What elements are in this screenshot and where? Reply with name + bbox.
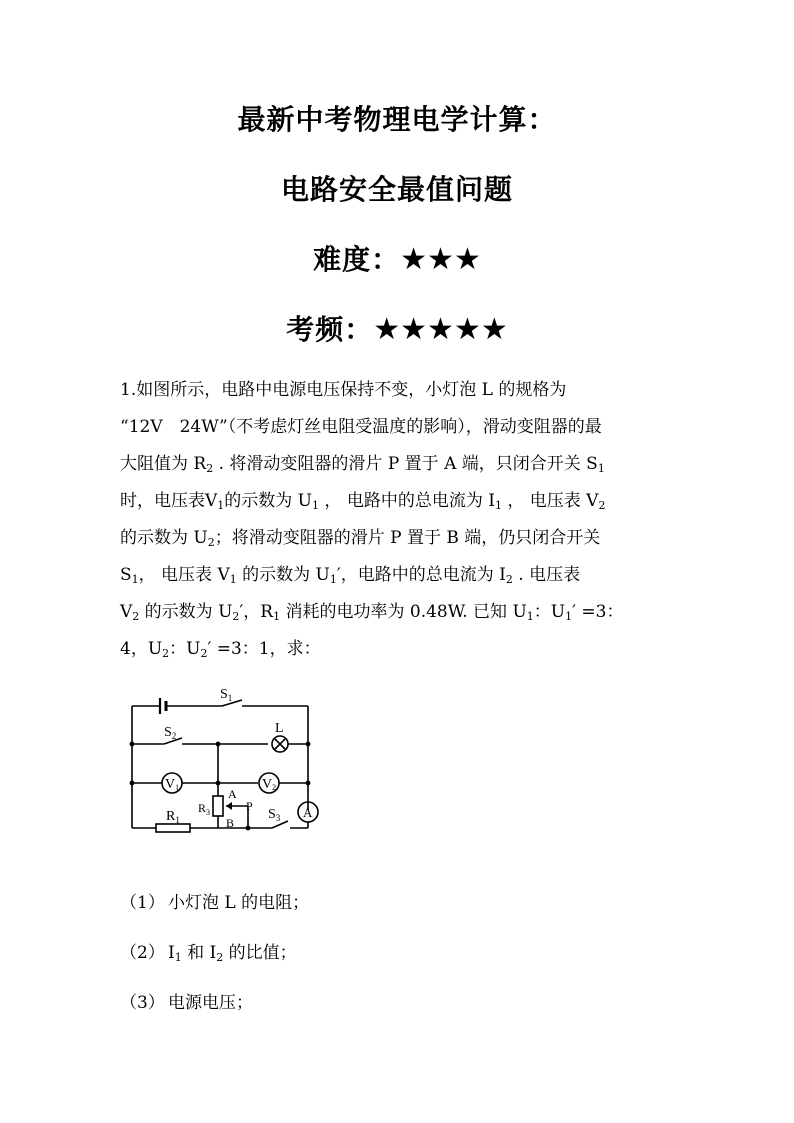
- text-run: 的示数为 U: [120, 528, 208, 548]
- subscript: 2: [162, 647, 170, 660]
- question-2-number: （2）: [120, 943, 165, 963]
- text-run: . 将滑动变阻器的滑片 P 置于 A 端，只闭合开关 S: [213, 454, 598, 474]
- problem-line: [120, 446, 690, 483]
- text-run: 4，U: [120, 639, 163, 659]
- page-title-line2: 电路安全最值问题: [280, 173, 513, 206]
- frequency-label: 考频：: [286, 313, 374, 346]
- question-2-tail: 的比值；: [223, 943, 297, 963]
- subscript: 1: [273, 610, 281, 623]
- difficulty-rating: [0, 238, 794, 278]
- text-run: ， 电路中的总电流为 I: [319, 491, 495, 511]
- problem-line: [120, 631, 690, 668]
- question-2: [120, 938, 297, 963]
- text-run: ， 电压表 V: [138, 565, 230, 585]
- text-run: S: [120, 565, 132, 585]
- question-3-number: （3）: [120, 993, 165, 1013]
- ammeter-label: A: [303, 805, 313, 820]
- lamp-label: L: [275, 721, 284, 736]
- text-run: ：U: [169, 639, 201, 659]
- text-run: ′，电路中的总电流为 I: [336, 565, 506, 585]
- text-run: ；将滑动变阻器的滑片 P 置于 B 端，仍只闭合开关: [214, 528, 601, 548]
- switch-s1-label: $S_1$: [220, 687, 233, 703]
- problem-line: [120, 372, 690, 409]
- slider-arrow-icon: [226, 802, 232, 810]
- subscript: 2: [232, 610, 240, 623]
- problem-statement: [120, 372, 690, 668]
- subscript: 1: [312, 499, 320, 512]
- rheostat-end-b-label: B: [226, 816, 235, 830]
- subscript: 1: [217, 499, 225, 512]
- problem-line: [120, 557, 690, 594]
- rheostat-end-a-label: A: [228, 787, 237, 801]
- problem-line: [120, 483, 690, 520]
- subscript: 2: [200, 647, 208, 660]
- voltmeter-v2-label: V2: [262, 777, 277, 792]
- difficulty-stars: ★★★: [400, 242, 481, 277]
- subscript: 1: [565, 610, 573, 623]
- question-2-sub1: 1: [174, 951, 182, 964]
- question-2-text: I: [168, 943, 175, 963]
- subscript: 2: [207, 536, 215, 549]
- text-run: 消耗的电功率为 0.48W. 已知 U: [280, 602, 527, 622]
- rheostat-r3-label: $R_3$: [198, 801, 211, 817]
- voltmeter-v1-label: V1: [165, 777, 180, 792]
- text-run: 1.如图所示，电路中电源电压保持不变，小灯泡 L 的规格为: [120, 380, 567, 400]
- question-3-text: 电源电压；: [168, 993, 253, 1013]
- subscript: 2: [505, 573, 513, 586]
- question-1-number: （1）: [120, 893, 165, 913]
- text-run: “12V 24W”（不考虑灯丝电阻受温度的影响），滑动变阻器的最: [120, 417, 602, 437]
- subscript: 2: [206, 462, 214, 475]
- page-title-line1: 最新中考物理电学计算：: [237, 103, 557, 136]
- problem-line: [120, 594, 690, 631]
- circuit-diagram: [120, 682, 320, 842]
- text-run: 的示数为 U: [224, 491, 313, 511]
- text-run: ′ =3：: [572, 602, 624, 622]
- subscript: 1: [229, 573, 237, 586]
- subscript: 2: [598, 499, 606, 512]
- text-run: 的示数为 U: [139, 602, 233, 622]
- subscript: 1: [597, 462, 605, 475]
- text-run: ′ =3：1，求：: [207, 639, 321, 659]
- text-run: 大阻值为 R: [120, 454, 207, 474]
- problem-line: [120, 520, 690, 557]
- difficulty-label: 难度：: [313, 243, 401, 276]
- switch-s3-label: $S_3$: [268, 807, 281, 823]
- text-run: . 电压表: [512, 565, 581, 585]
- question-3: [120, 988, 253, 1013]
- subscript: 2: [132, 610, 140, 623]
- subscript: 1: [131, 573, 139, 586]
- slider-p-label: P: [246, 799, 253, 813]
- problem-line: [120, 409, 690, 446]
- question-2-sub2: 2: [216, 951, 224, 964]
- text-run: ， 电压表 V: [501, 491, 599, 511]
- subscript: 1: [494, 499, 502, 512]
- text-run: 的示数为 U: [236, 565, 330, 585]
- question-1-text: 小灯泡 L 的电阻；: [168, 893, 310, 913]
- text-run: ：U: [533, 602, 566, 622]
- frequency-stars: ★★★★★: [373, 312, 508, 347]
- frequency-rating: [0, 308, 794, 348]
- switch-s2-label: $S_2$: [164, 725, 177, 741]
- text-run: ′，R: [239, 602, 274, 622]
- text-run: 时，电压表V: [120, 491, 218, 511]
- question-2-mid: 和 I: [181, 943, 217, 963]
- resistor-r1-label: $R_1$: [166, 809, 180, 825]
- text-run: V: [120, 602, 133, 622]
- subscript: 1: [329, 573, 337, 586]
- subscript: 1: [526, 610, 534, 623]
- question-1: [120, 888, 309, 913]
